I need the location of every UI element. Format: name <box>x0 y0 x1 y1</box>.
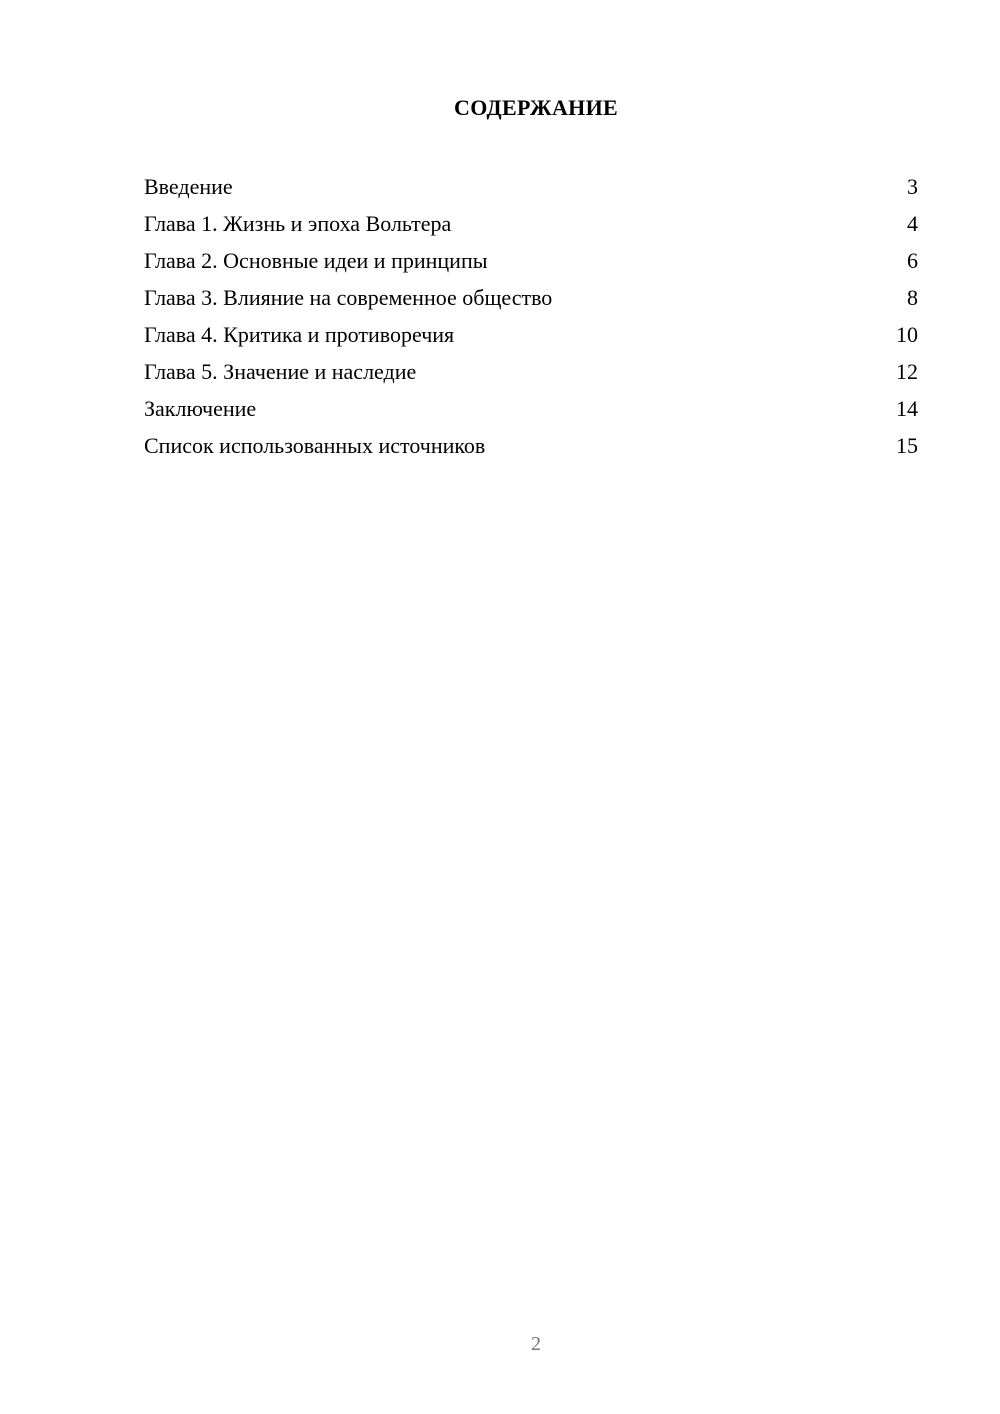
toc-entry-page: 3 <box>907 174 918 199</box>
toc-entry <box>144 353 918 390</box>
toc-entry-title: Глава 1. Жизнь и эпоха Вольтера <box>144 211 452 236</box>
toc-entry <box>144 316 918 353</box>
table-of-contents <box>144 168 918 464</box>
toc-entry-title: Глава 5. Значение и наследие <box>144 359 417 384</box>
toc-entry-title: Заключение <box>144 396 257 421</box>
toc-entry-page: 15 <box>896 433 918 458</box>
toc-entry-title: Глава 2. Основные идеи и принципы <box>144 248 488 273</box>
toc-entry-page: 14 <box>896 396 918 421</box>
toc-entry <box>144 279 918 316</box>
toc-entry-page: 12 <box>896 359 918 384</box>
page-title: СОДЕРЖАНИЕ <box>454 95 618 120</box>
toc-entry <box>144 390 918 427</box>
toc-entry <box>144 205 918 242</box>
toc-entry <box>144 242 918 279</box>
toc-entry <box>144 427 918 464</box>
toc-entry-title: Введение <box>144 174 233 199</box>
toc-entry-page: 8 <box>907 285 918 310</box>
toc-entry-page: 10 <box>896 322 918 347</box>
toc-entry-page: 6 <box>907 248 918 273</box>
toc-entry-title: Глава 3. Влияние на современное общество <box>144 285 553 310</box>
toc-entry-title: Глава 4. Критика и противоречия <box>144 322 455 347</box>
toc-entry-page: 4 <box>907 211 918 236</box>
toc-entry <box>144 168 918 205</box>
page-number: 2 <box>531 1333 541 1355</box>
toc-entry-title: Список использованных источников <box>144 433 486 458</box>
